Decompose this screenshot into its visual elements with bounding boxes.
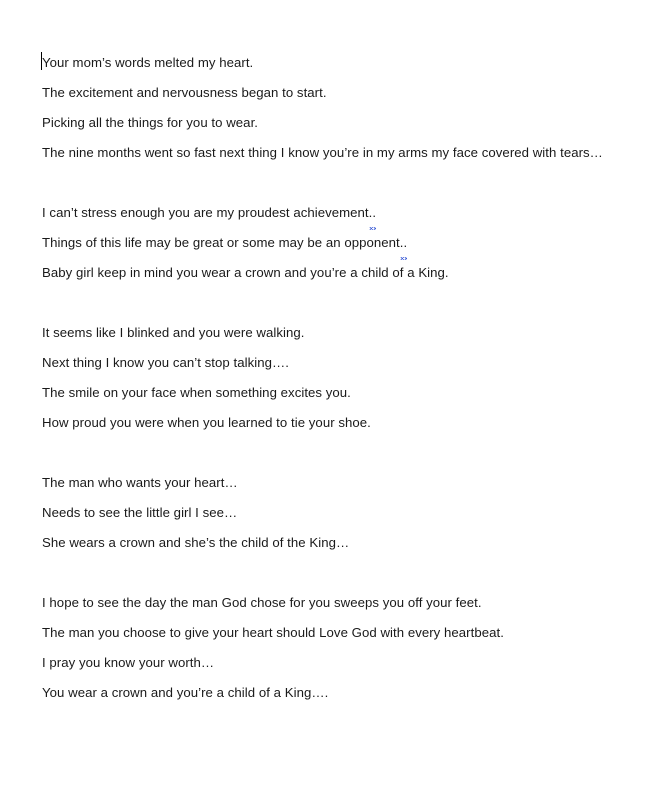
text-cursor: [41, 52, 42, 70]
poem-line[interactable]: [42, 408, 642, 438]
poem-line-text: The excitement and nervousness began to start.: [42, 85, 327, 100]
poem-line-text: Things of this life may be great or some may be an opponent: [42, 235, 400, 250]
poem-line-text: I can’t stress enough you are my proudest achievement: [42, 205, 369, 220]
poem-line[interactable]: [42, 108, 642, 138]
poem-line[interactable]: [42, 498, 642, 528]
poem-line[interactable]: [42, 198, 642, 228]
poem-line[interactable]: [42, 318, 642, 348]
grammar-flag[interactable]: ..: [369, 198, 376, 228]
poem-line-text: Next thing I know you can’t stop talking….: [42, 355, 289, 370]
poem-line[interactable]: [42, 678, 642, 708]
poem-line[interactable]: [42, 378, 642, 408]
poem-line-text: The smile on your face when something excites you.: [42, 385, 351, 400]
poem-line[interactable]: [42, 618, 642, 648]
poem-line-text: I hope to see the day the man God chose for you sweeps you off your feet.: [42, 595, 482, 610]
poem-line[interactable]: [42, 138, 642, 168]
poem-line[interactable]: [42, 258, 642, 288]
poem-line-text: The nine months went so fast next thing I know you’re in my arms my face covered with tears…: [42, 145, 603, 160]
poem-line[interactable]: [42, 468, 642, 498]
poem-line-text: Picking all the things for you to wear.: [42, 115, 258, 130]
poem-line[interactable]: [42, 78, 642, 108]
poem-line[interactable]: [42, 648, 642, 678]
document-body[interactable]: [42, 48, 642, 738]
poem-line[interactable]: [42, 228, 642, 258]
stanza-3: [42, 318, 642, 438]
poem-line[interactable]: [42, 348, 642, 378]
poem-line-text: I pray you know your worth…: [42, 655, 215, 670]
poem-line-text: Your mom’s words melted my heart.: [42, 55, 254, 70]
poem-line-text: Baby girl keep in mind you wear a crown and you’re a child of a King.: [42, 265, 449, 280]
stanza-5: [42, 588, 642, 708]
poem-line-text: It seems like I blinked and you were walking.: [42, 325, 305, 340]
poem-line[interactable]: [42, 528, 642, 558]
poem-line-text: The man who wants your heart…: [42, 475, 238, 490]
stanza-2: [42, 198, 642, 288]
poem-line[interactable]: [42, 588, 642, 618]
stanza-1: [42, 48, 642, 168]
poem-line[interactable]: [42, 48, 642, 78]
grammar-flag[interactable]: ..: [400, 228, 407, 258]
poem-line-text: The man you choose to give your heart should Love God with every heartbeat.: [42, 625, 504, 640]
poem-line-text: Needs to see the little girl I see…: [42, 505, 238, 520]
poem-line-text: You wear a crown and you’re a child of a King….: [42, 685, 329, 700]
poem-line-text: How proud you were when you learned to tie your shoe.: [42, 415, 371, 430]
stanza-4: [42, 468, 642, 558]
poem-line-text: She wears a crown and she’s the child of the King…: [42, 535, 350, 550]
